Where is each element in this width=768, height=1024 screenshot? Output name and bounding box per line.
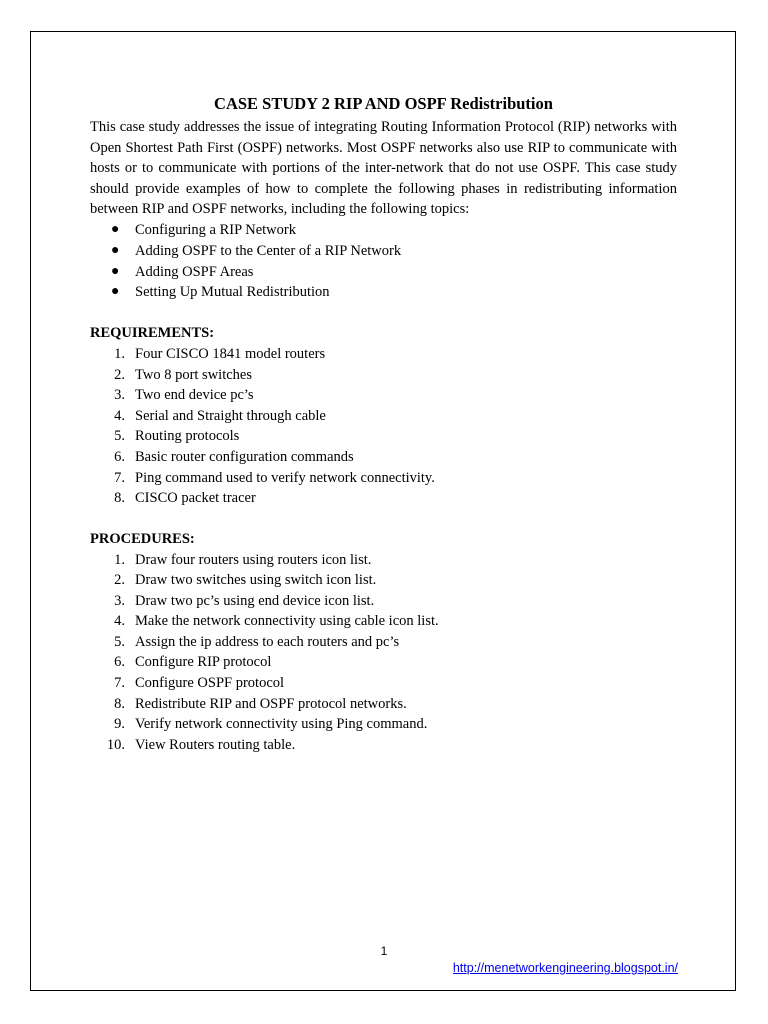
topic-text: Setting Up Mutual Redistribution (135, 284, 330, 301)
list-item (90, 447, 677, 468)
list-item (90, 406, 677, 427)
list-item (90, 241, 677, 262)
page-number: 1 (380, 944, 388, 958)
bullet-icon: ● (111, 284, 120, 300)
list-item (90, 385, 677, 406)
item-number: 2. (114, 572, 125, 589)
requirements-list (90, 344, 677, 509)
item-text: CISCO packet tracer (135, 490, 256, 507)
list-item (90, 262, 677, 283)
item-text: Configure RIP protocol (135, 654, 272, 671)
item-text: View Routers routing table. (135, 736, 296, 753)
item-number: 9. (114, 716, 125, 733)
list-item (90, 570, 677, 591)
list-item (90, 365, 677, 386)
item-text: Draw two switches using switch icon list. (135, 572, 377, 589)
intro-paragraph: This case study addresses the issue of integrating Routing Information Protocol (RIP) networks with Open Shortest Path First (OSPF) networks. Most OSPF networks also use RIP to communicate with hosts or to communicate with portions of the inter-network that do not use OSPF. This case study should provide examples of how to complete the following phases in redistributing information between RIP and OSPF networks, including the following topics: (90, 119, 677, 218)
list-item (90, 714, 677, 735)
list-item (90, 694, 677, 715)
document-body (90, 94, 677, 755)
item-number: 6. (114, 654, 125, 671)
procedures-heading: PROCEDURES: (90, 530, 195, 547)
item-text: Redistribute RIP and OSPF protocol networks. (135, 695, 407, 712)
item-number: 7. (114, 469, 125, 486)
list-item (90, 591, 677, 612)
item-text: Ping command used to verify network connectivity. (135, 469, 435, 486)
list-item (90, 652, 677, 673)
item-text: Two 8 port switches (135, 366, 252, 383)
item-text: Routing protocols (135, 428, 240, 445)
list-item (90, 632, 677, 653)
item-number: 6. (114, 448, 125, 465)
document-title: CASE STUDY 2 RIP AND OSPF Redistribution (214, 94, 553, 113)
list-item (90, 468, 677, 489)
item-text: Verify network connectivity using Ping command. (135, 716, 428, 733)
list-item (90, 426, 677, 447)
topic-text: Adding OSPF to the Center of a RIP Network (135, 242, 402, 259)
item-text: Draw four routers using routers icon list. (135, 551, 372, 568)
item-number: 4. (114, 407, 125, 424)
item-number: 4. (114, 613, 125, 630)
item-number: 1. (114, 551, 125, 568)
list-item (90, 673, 677, 694)
list-item (90, 735, 677, 756)
item-number: 7. (114, 675, 125, 692)
item-number: 5. (114, 428, 125, 445)
item-number: 8. (114, 490, 125, 507)
list-item (90, 220, 677, 241)
list-item (90, 611, 677, 632)
list-item (90, 344, 677, 365)
item-number: 3. (114, 592, 125, 609)
item-text: Draw two pc’s using end device icon list. (135, 592, 375, 609)
list-item (90, 550, 677, 571)
item-number: 5. (114, 633, 125, 650)
requirements-heading: REQUIREMENTS: (90, 325, 215, 342)
list-item (90, 488, 677, 509)
item-text: Serial and Straight through cable (135, 407, 326, 424)
item-text: Basic router configuration commands (135, 448, 354, 465)
item-number: 8. (114, 695, 125, 712)
procedures-list (90, 550, 677, 756)
list-item (90, 282, 677, 303)
footer-link[interactable]: http://menetworkengineering.blogspot.in/ (452, 961, 678, 975)
topic-text: Configuring a RIP Network (135, 221, 296, 238)
item-text: Make the network connectivity using cable icon list. (135, 613, 439, 630)
bullet-icon: ● (111, 221, 120, 237)
item-text: Configure OSPF protocol (135, 675, 285, 692)
item-text: Two end device pc’s (135, 387, 254, 404)
item-number: 1. (114, 345, 125, 362)
topic-text: Adding OSPF Areas (135, 263, 254, 280)
item-number: 2. (114, 366, 125, 383)
bullet-icon: ● (111, 242, 120, 258)
item-number: 3. (114, 387, 125, 404)
item-text: Assign the ip address to each routers and pc’s (135, 633, 400, 650)
item-text: Four CISCO 1841 model routers (135, 345, 326, 362)
item-number: 10. (106, 736, 125, 753)
topics-list (90, 220, 677, 303)
bullet-icon: ● (111, 263, 120, 279)
